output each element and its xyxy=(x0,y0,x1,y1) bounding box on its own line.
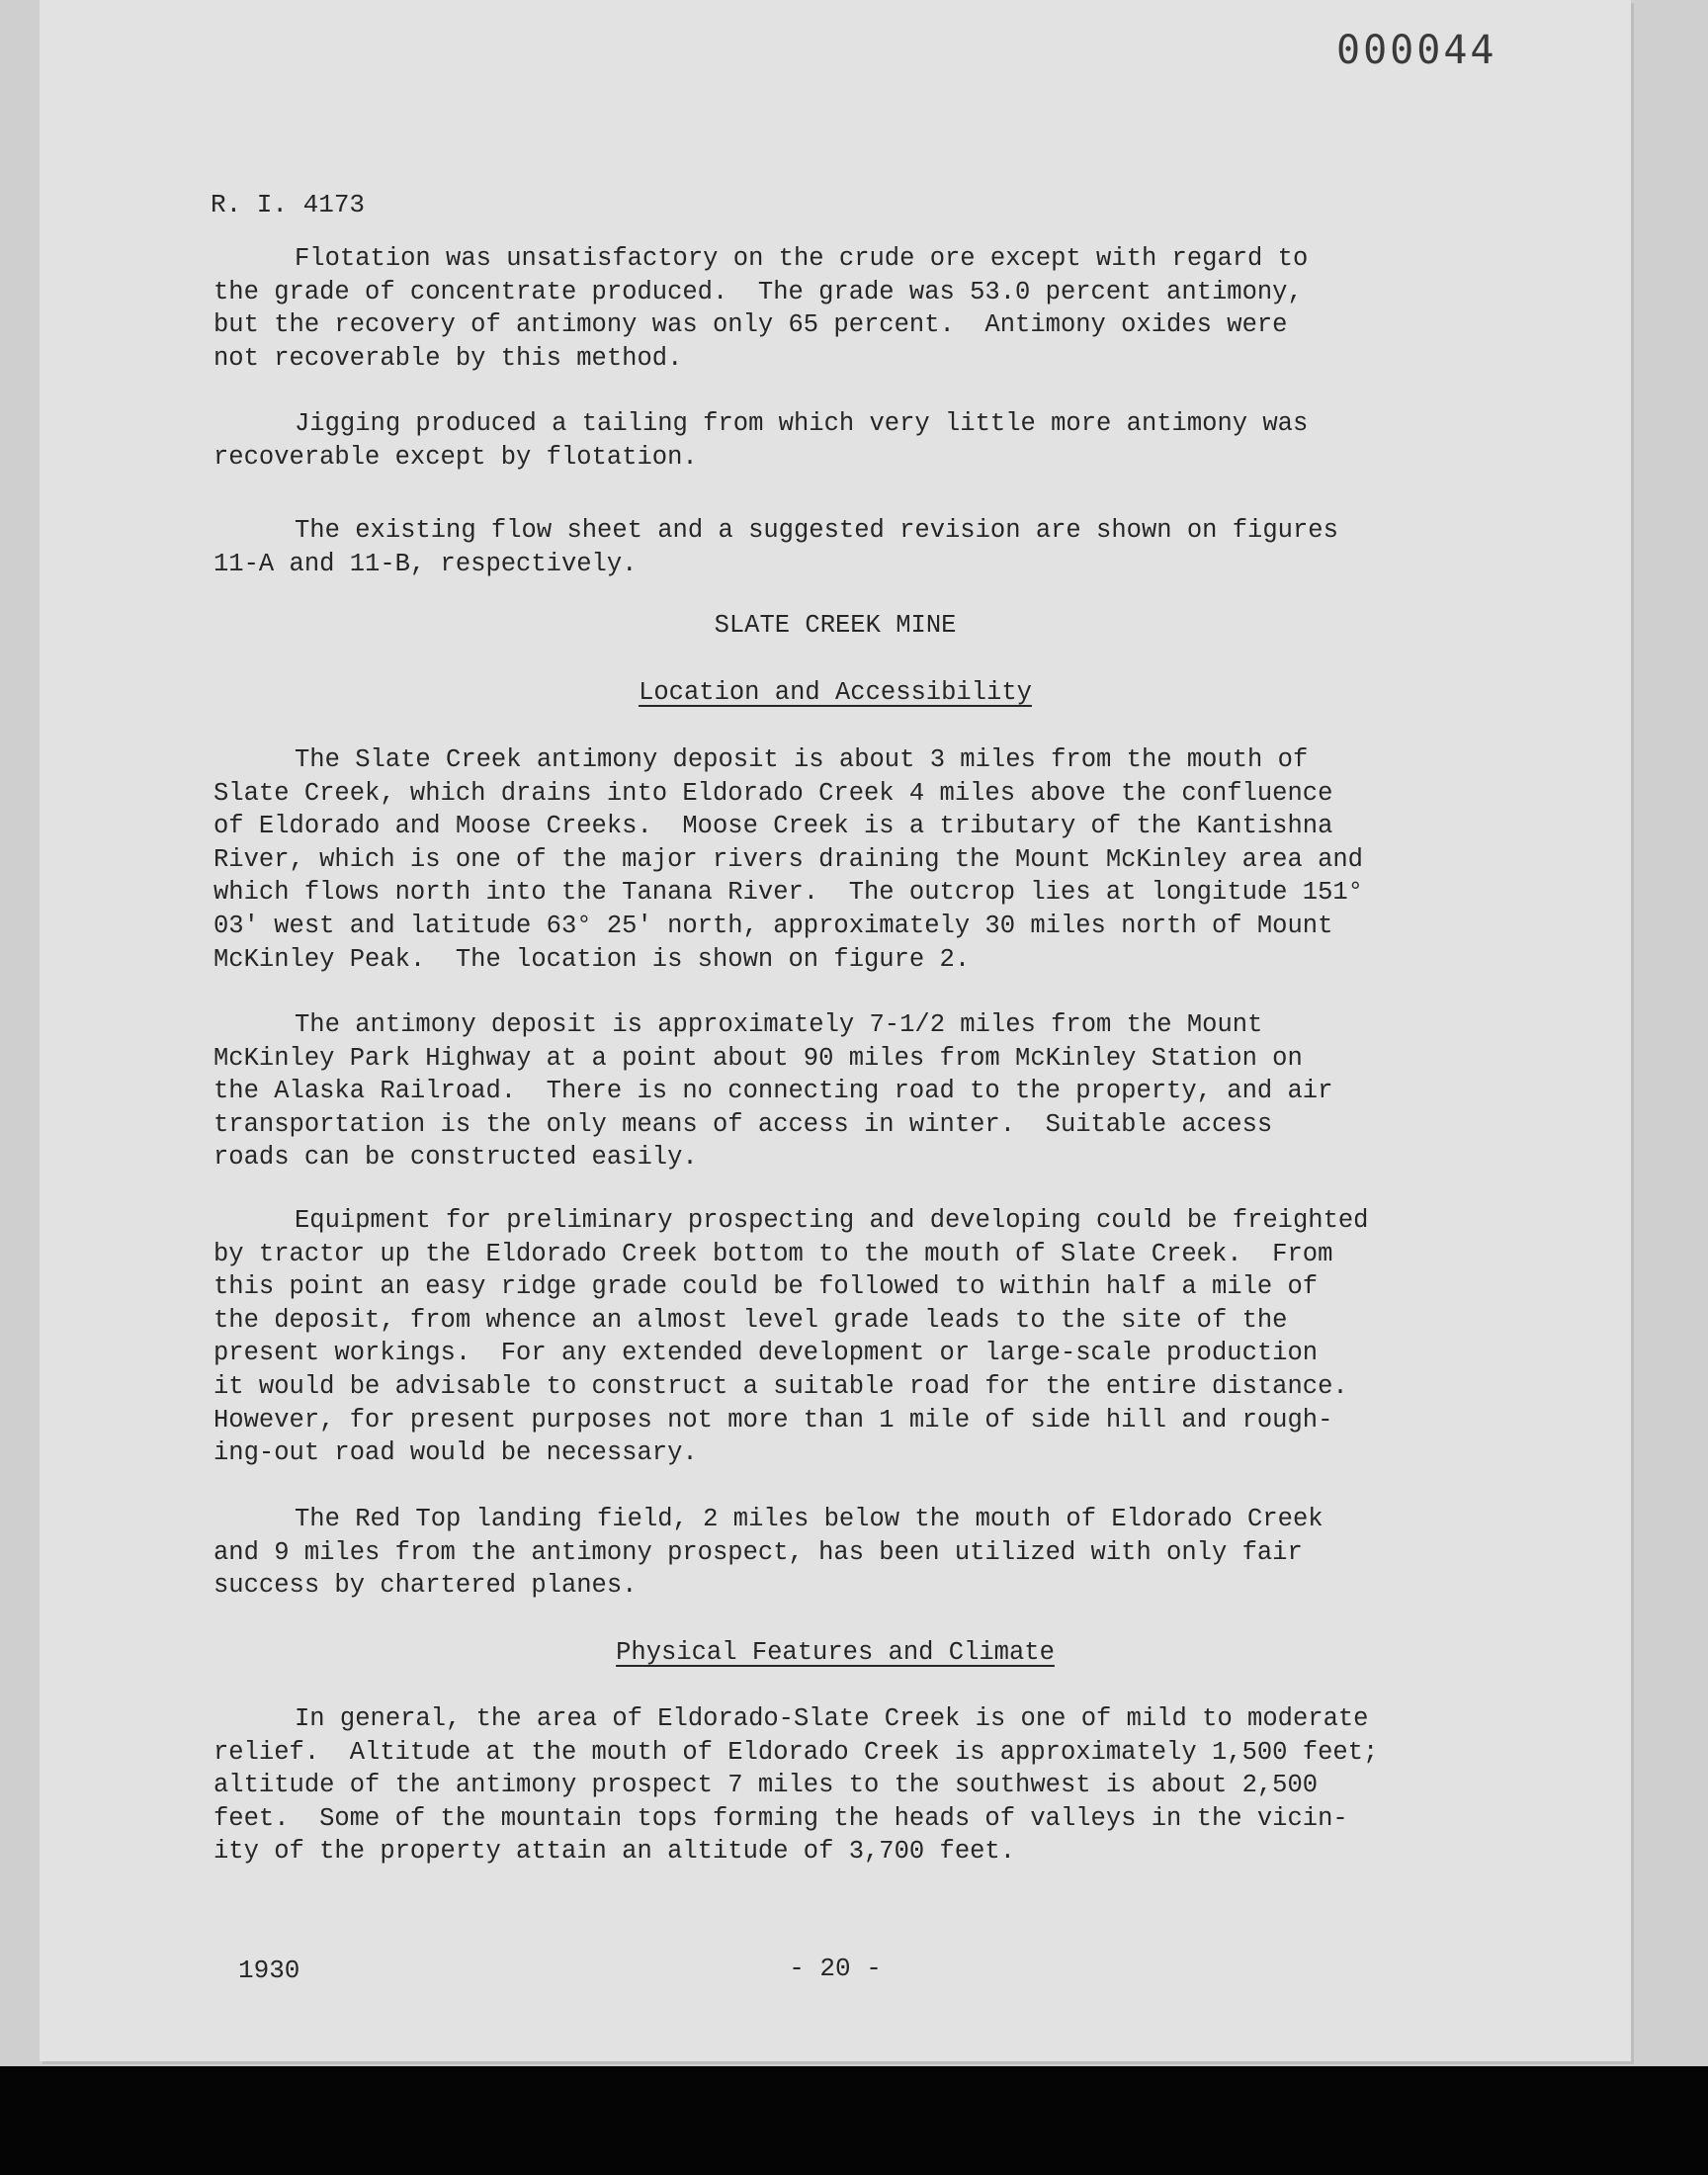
report-id: R. I. 4173 xyxy=(211,190,366,219)
text-line: ity of the property attain an altitude of 3,700 feet. xyxy=(214,1837,1016,1867)
paragraph-access xyxy=(214,1008,1528,1174)
text-line: altitude of the antimony prospect 7 miles to the southwest is about 2,500 xyxy=(214,1771,1319,1800)
text-line: ing-out road would be necessary. xyxy=(214,1438,698,1468)
paragraph-jigging xyxy=(214,407,1528,474)
text-line: recoverable except by flotation. xyxy=(214,442,698,472)
text-line: 03' west and latitude 63° 25' north, approximately 30 miles north of Mount xyxy=(214,911,1333,940)
text-line: Slate Creek, which drains into Eldorado Creek 4 miles above the confluence xyxy=(214,778,1333,808)
paragraph-flotation xyxy=(214,242,1528,375)
paragraph-flow-sheet xyxy=(214,514,1528,580)
text-line: River, which is one of the major rivers draining the Mount McKinley area and xyxy=(214,844,1363,874)
text-line: 11-A and 11-B, respectively. xyxy=(214,549,638,578)
page-stamp-number: 000044 xyxy=(1336,28,1497,73)
text-line: the deposit, from whence an almost level grade leads to the site of the xyxy=(214,1305,1288,1335)
text-line: and 9 miles from the antimony prospect, has been utilized with only fair xyxy=(214,1537,1303,1567)
subsection-title-physical: Physical Features and Climate xyxy=(616,1638,1055,1667)
subsection-title-location: Location and Accessibility xyxy=(639,678,1032,707)
text-line: McKinley Park Highway at a point about 90 miles from McKinley Station on xyxy=(214,1043,1303,1073)
text-line: transportation is the only means of access in winter. Suitable access xyxy=(214,1109,1273,1139)
text-line: success by chartered planes. xyxy=(214,1571,638,1601)
text-line: The Slate Creek antimony deposit is about 3 miles from the mouth of xyxy=(295,745,1309,774)
text-line: the grade of concentrate produced. The grade was 53.0 percent antimony, xyxy=(214,277,1303,306)
text-line: relief. Altitude at the mouth of Eldorado Creek is approximately 1,500 feet; xyxy=(214,1737,1379,1767)
text-line: The existing flow sheet and a suggested revision are shown on figures xyxy=(295,516,1338,545)
text-line: of Eldorado and Moose Creeks. Moose Creek is a tributary of the Kantishna xyxy=(214,812,1333,841)
scanner-bed-edge xyxy=(0,2066,1708,2175)
paragraph-relief xyxy=(214,1702,1528,1869)
text-line: The Red Top landing field, 2 miles below the mouth of Eldorado Creek xyxy=(295,1505,1324,1533)
text-line: the Alaska Railroad. There is no connecting road to the property, and air xyxy=(214,1077,1333,1106)
document-page xyxy=(40,0,1631,2061)
text-line: Jigging produced a tailing from which very little more antimony was xyxy=(295,409,1309,438)
text-line: roads can be constructed easily. xyxy=(214,1143,698,1173)
text-line: In general, the area of Eldorado-Slate Creek is one of mild to moderate xyxy=(295,1704,1369,1733)
text-line: McKinley Peak. The location is shown on figure 2. xyxy=(214,944,971,974)
footer-year: 1930 xyxy=(238,1956,300,1985)
text-line: Equipment for preliminary prospecting and developing could be freighted xyxy=(295,1206,1369,1235)
section-title: SLATE CREEK MINE xyxy=(714,611,957,640)
text-line: but the recovery of antimony was only 65 percent. Antimony oxides were xyxy=(214,310,1288,340)
text-line: not recoverable by this method. xyxy=(214,343,683,373)
paragraph-deposit-location xyxy=(214,743,1528,976)
text-line: present workings. For any extended development or large-scale production xyxy=(214,1339,1319,1368)
text-line: by tractor up the Eldorado Creek bottom to the mouth of Slate Creek. From xyxy=(214,1239,1333,1268)
page-number: - 20 - xyxy=(789,1954,882,1983)
text-line: The antimony deposit is approximately 7-1/2 miles from the Mount xyxy=(295,1010,1263,1039)
text-line: Flotation was unsatisfactory on the crude ore except with regard to xyxy=(295,244,1309,273)
text-line: it would be advisable to construct a suitable road for the entire distance. xyxy=(214,1371,1348,1401)
text-line: this point an easy ridge grade could be followed to within half a mile of xyxy=(214,1272,1319,1302)
text-line: which flows north into the Tanana River. The outcrop lies at longitude 151° xyxy=(214,878,1363,908)
paragraph-equipment xyxy=(214,1204,1528,1470)
text-line: feet. Some of the mountain tops forming the heads of valleys in the vicin- xyxy=(214,1803,1348,1833)
paragraph-landing-field xyxy=(214,1503,1528,1603)
text-line: However, for present purposes not more than 1 mile of side hill and rough- xyxy=(214,1405,1333,1435)
